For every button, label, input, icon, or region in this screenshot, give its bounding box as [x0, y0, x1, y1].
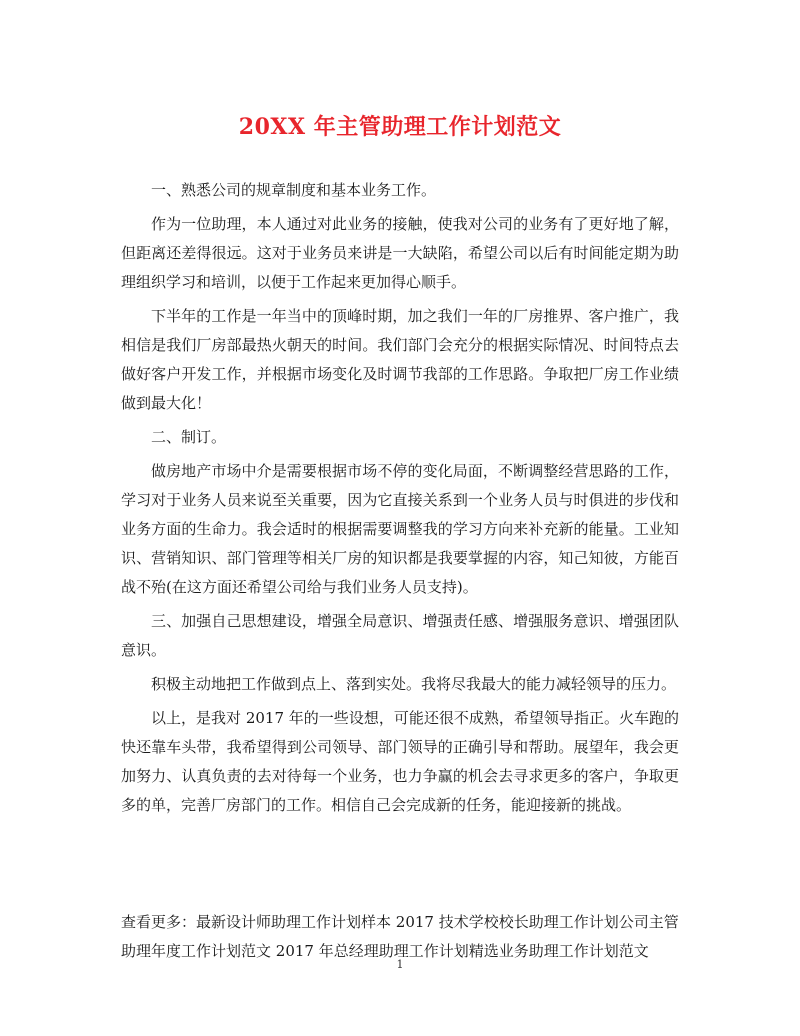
section-heading-1: 一、熟悉公司的规章制度和基本业务工作。: [151, 181, 437, 199]
section-heading-3: 三、加强自己思想建设，增强全局意识、增强责任感、增强服务意识、增强团队意识。: [121, 612, 679, 659]
see-more-links[interactable]: 查看更多：最新设计师助理工作计划样本 2017 技术学校校长助理工作计划公司主管助理年度工作计划范文 2017 年总经理助理工作计划精选业务助理工作计划范文: [121, 913, 679, 960]
body-paragraph: 积极主动地把工作做到点上、落到实处。我将尽我最大的能力减轻领导的压力。: [151, 675, 677, 693]
document-body: [121, 176, 679, 825]
body-paragraph: 作为一位助理，本人通过对此业务的接触，使我对公司的业务有了更好地了解，但距离还差得很远。这对于业务员来讲是一大缺陷，希望公司以后有时间能定期为助理组织学习和培训，以便于工作起来更加得心顺手。: [121, 215, 679, 291]
page-number: 1: [396, 958, 404, 971]
body-paragraph: 下半年的工作是一年当中的顶峰时期，加之我们一年的厂房推界、客户推广，我相信是我们厂房部最热火朝天的时间。我们部门会充分的根据实际情况、时间特点去做好客户开发工作，并根据市场变化及时调节我部的工作思路。争取把厂房工作业绩做到最大化！: [121, 307, 679, 412]
body-paragraph: 以上，是我对 2017 年的一些设想，可能还很不成熟，希望领导指正。火车跑的快还靠车头带，我希望得到公司领导、部门领导的正确引导和帮助。展望年，我会更加努力、认真负责的去对待每一个业务，也力争赢的机会去寻求更多的客户，争取更多的单，完善厂房部门的工作。相信自己会完成新的任务，能迎接新的挑战。: [121, 709, 679, 814]
section-heading-2: 二、制订。: [151, 428, 227, 446]
document-title: 20XX 年主管助理工作计划范文: [238, 114, 562, 140]
body-paragraph: 做房地产市场中介是需要根据市场不停的变化局面，不断调整经营思路的工作，学习对于业务人员来说至关重要，因为它直接关系到一个业务人员与时俱进的步伐和业务方面的生命力。我会适时的根据需要调整我的学习方向来补充新的能量。工业知识、营销知识、部门管理等相关厂房的知识都是我要掌握的内容，知己知彼，方能百战不殆(在这方面还希望公司给与我们业务人员支持)。: [121, 462, 679, 596]
